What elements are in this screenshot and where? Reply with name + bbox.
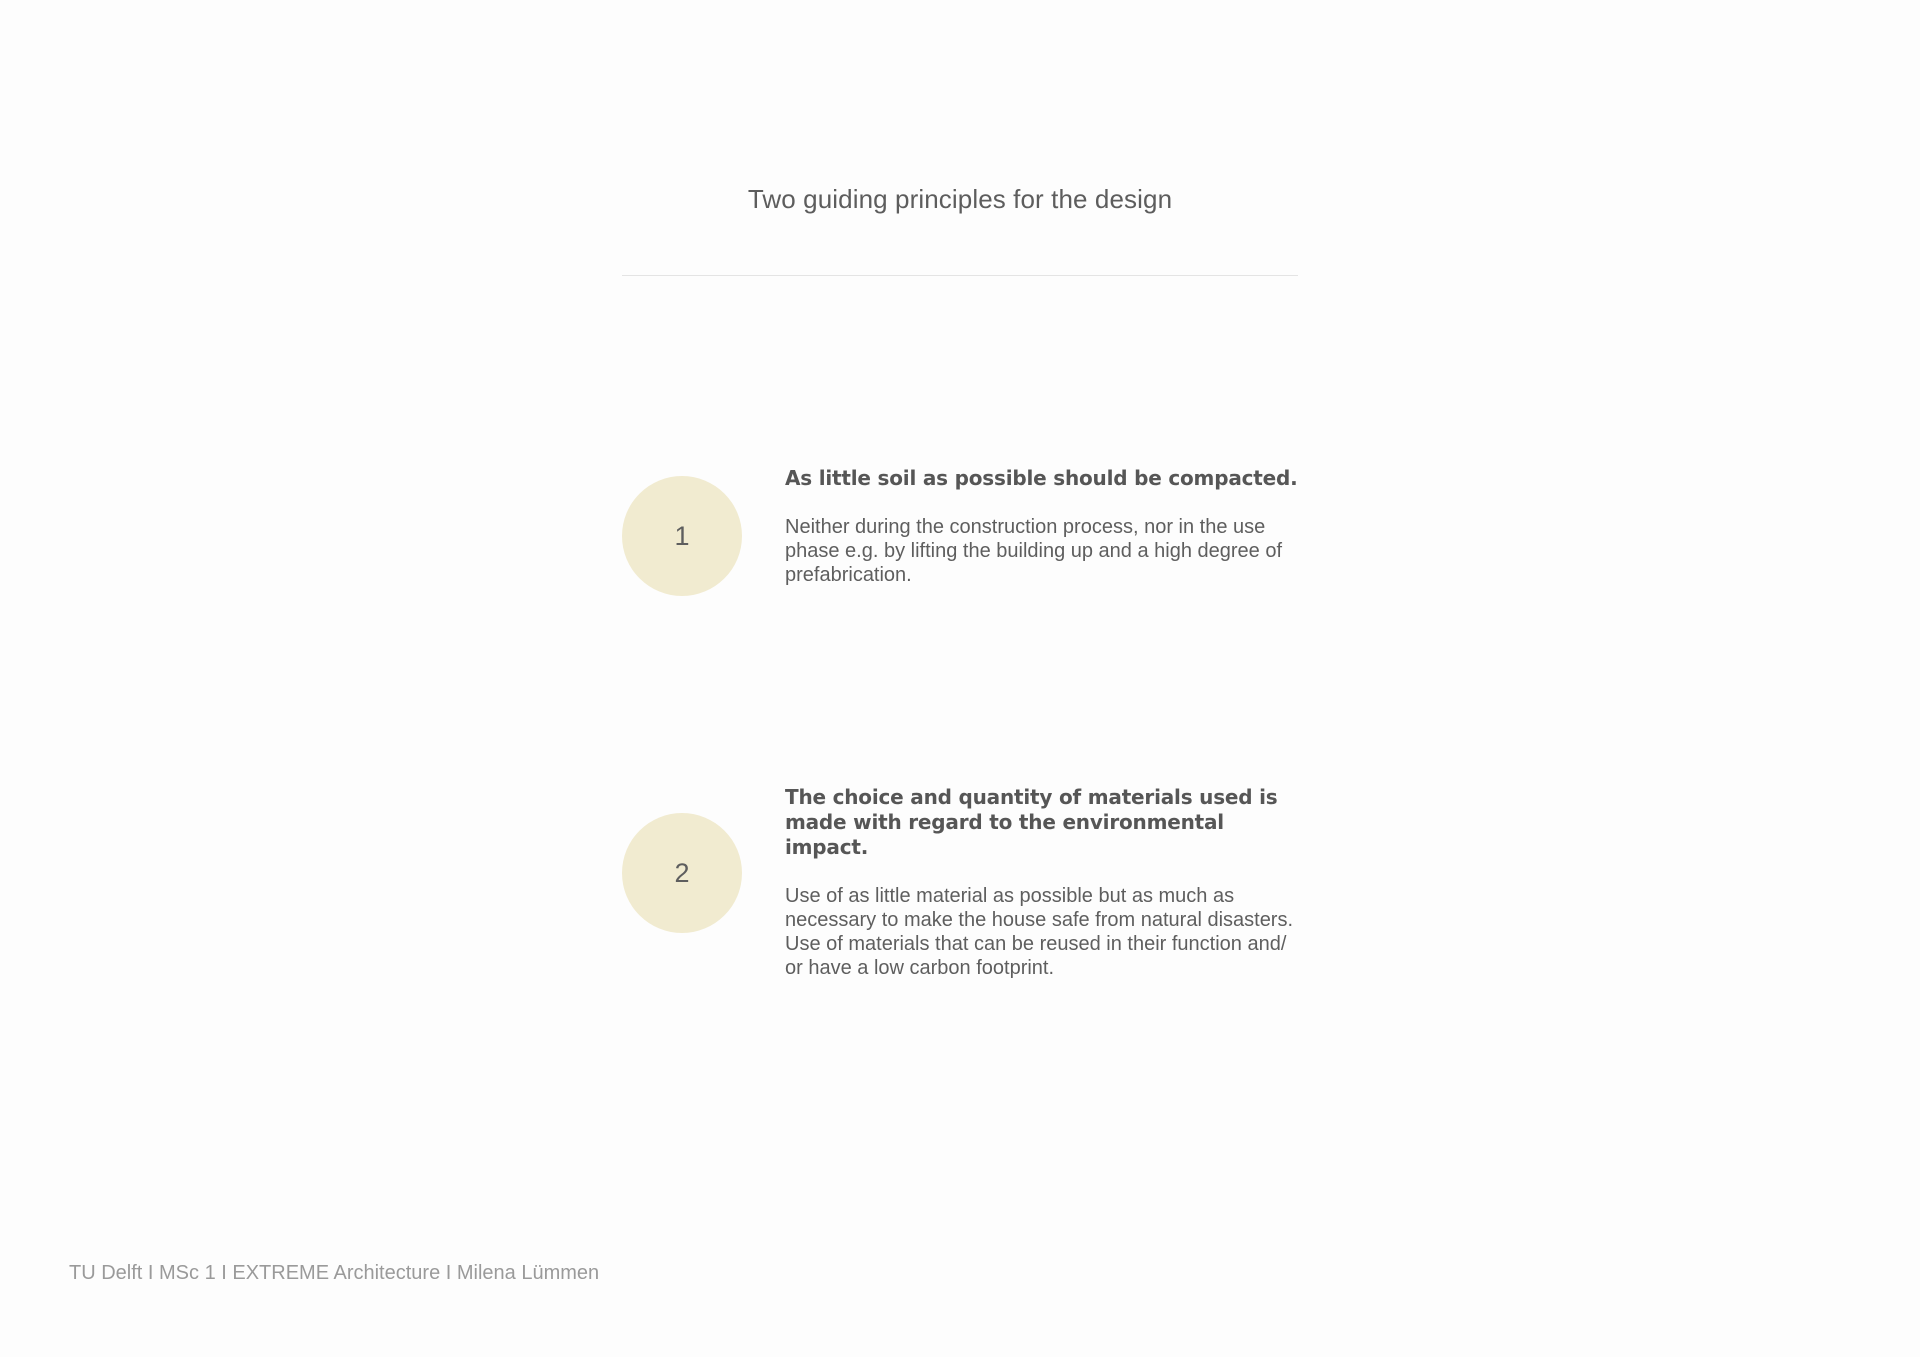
principle-2-number-badge: 2 (622, 813, 742, 933)
page-footer: TU Delft I MSc 1 I EXTREME Architecture I Milena Lümmen (69, 1262, 600, 1284)
principle-1-body: Neither during the construction process, nor in the use phase e.g. by lifting the building up and a high degree of prefabrication. (785, 516, 1283, 586)
principle-2-body: Use of as little material as possible but as much as necessary to make the house safe from natural disasters. Use of materials that can be reused in their function and/ or have a low carbon footprint. (785, 885, 1294, 979)
page-title: Two guiding principles for the design (747, 184, 1173, 214)
principle-1 (785, 466, 1305, 587)
principle-2 (785, 785, 1305, 980)
principle-1-heading: As little soil as possible should be compacted. (785, 466, 1298, 490)
principle-2-heading: The choice and quantity of materials used is made with regard to the environmental impact. (785, 785, 1278, 859)
title-divider (622, 275, 1298, 276)
principle-1-number-badge: 1 (622, 476, 742, 596)
